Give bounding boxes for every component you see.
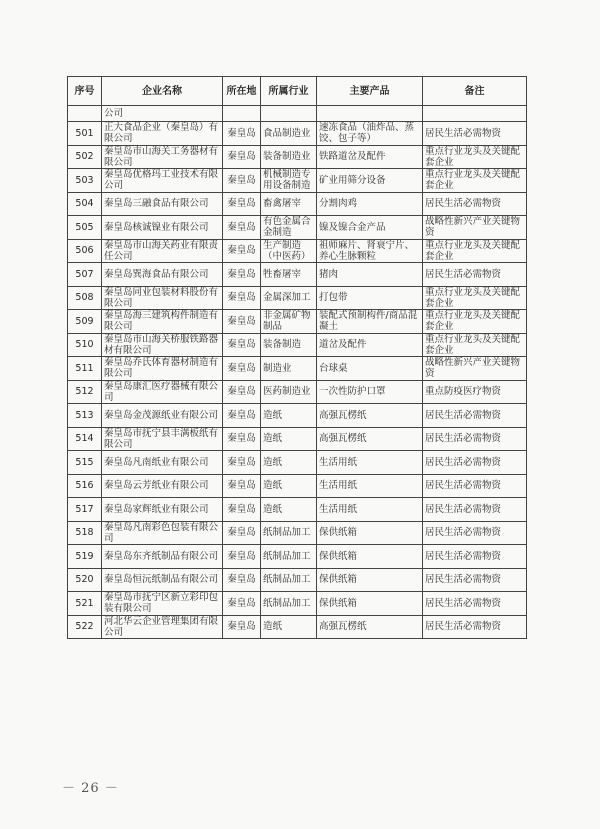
cell-industry: 纸制品加工 [261,568,317,592]
cell-location: 秦皇岛 [223,263,261,287]
cell-company: 秦皇岛乔氏体育器材制造有限公司 [102,357,223,381]
cell-industry: 食品制造业 [261,122,317,146]
cell-product: 一次性防护口罩 [317,380,423,404]
table-row [68,521,527,545]
cell-product: 镍及镍合金产品 [317,216,423,240]
table-row [68,122,527,146]
cell-location: 秦皇岛 [223,192,261,216]
cell-company: 秦皇岛海三建筑构件制造有限公司 [102,310,223,334]
cell-seq: 519 [68,545,102,569]
header-product: 主要产品 [317,77,423,106]
cell-company: 秦皇岛东齐纸制品有限公司 [102,545,223,569]
cell-industry: 装备制造业 [261,145,317,169]
cell-seq: 504 [68,192,102,216]
cell-seq: 512 [68,380,102,404]
cell-seq: 511 [68,357,102,381]
cell-location: 秦皇岛 [223,545,261,569]
cell-industry: 装备制造 [261,333,317,357]
cell-seq: 502 [68,145,102,169]
cell-company: 秦皇岛恒沅纸制品有限公司 [102,568,223,592]
cell-location: 秦皇岛 [223,404,261,428]
continuation-company: 公司 [102,106,223,122]
cell-industry: 纸制品加工 [261,521,317,545]
cell-note: 战略性新兴产业关键物资 [423,216,527,240]
cell-product: 保供纸箱 [317,592,423,616]
cell-industry: 造纸 [261,498,317,522]
cell-industry: 造纸 [261,615,317,639]
cell-product: 台球桌 [317,357,423,381]
cell-location: 秦皇岛 [223,310,261,334]
cell-industry: 造纸 [261,451,317,475]
cell-location: 秦皇岛 [223,216,261,240]
cell-seq: 516 [68,474,102,498]
cell-note: 居民生活必需物资 [423,615,527,639]
header-company: 企业名称 [102,77,223,106]
cell-location: 秦皇岛 [223,239,261,263]
cell-note: 居民生活必需物资 [423,427,527,451]
cell-product: 生活用纸 [317,498,423,522]
page-number: － 26 － [62,781,119,796]
cell-company: 秦皇岛市山海关桥服铁路器材有限公司 [102,333,223,357]
cell-location: 秦皇岛 [223,357,261,381]
table-row [68,427,527,451]
cell-note: 战略性新兴产业关键物资 [423,357,527,381]
cell-note: 居民生活必需物资 [423,122,527,146]
cell-product: 猪肉 [317,263,423,287]
cell-product: 生活用纸 [317,451,423,475]
enterprise-table [67,76,527,639]
cell-seq: 520 [68,568,102,592]
table-row [68,192,527,216]
cell-industry: 生产制造（中医药） [261,239,317,263]
cell-seq: 510 [68,333,102,357]
table-row [68,263,527,287]
cell-industry: 造纸 [261,474,317,498]
cell-note: 重点行业龙头及关键配套企业 [423,145,527,169]
cell-seq: 521 [68,592,102,616]
cell-company: 秦皇岛市山海关工务器材有限公司 [102,145,223,169]
cell-note: 居民生活必需物资 [423,521,527,545]
cell-seq: 514 [68,427,102,451]
table-row [68,216,527,240]
cell-product: 保供纸箱 [317,568,423,592]
cell-company: 秦皇岛巽海食品有限公司 [102,263,223,287]
cell-industry: 畜禽屠宰 [261,192,317,216]
table-row [68,357,527,381]
cell-industry: 造纸 [261,427,317,451]
header-industry: 所属行业 [261,77,317,106]
cell-seq: 505 [68,216,102,240]
table-row [68,169,527,193]
cell-product: 铁路道岔及配件 [317,145,423,169]
cell-location: 秦皇岛 [223,286,261,310]
cell-note: 居民生活必需物资 [423,592,527,616]
cell-location: 秦皇岛 [223,568,261,592]
cell-seq: 509 [68,310,102,334]
cell-product: 高强瓦楞纸 [317,404,423,428]
cell-product: 装配式预制构件/商品混凝土 [317,310,423,334]
cell-note: 居民生活必需物资 [423,451,527,475]
cell-company: 秦皇岛三融食品有限公司 [102,192,223,216]
cell-product: 道岔及配件 [317,333,423,357]
cell-note: 居民生活必需物资 [423,192,527,216]
cell-location: 秦皇岛 [223,169,261,193]
cell-note: 重点行业龙头及关键配套企业 [423,239,527,263]
cell-note: 重点行业龙头及关键配套企业 [423,333,527,357]
table-row [68,615,527,639]
cell-company: 秦皇岛市抚宁区新立彩印包装有限公司 [102,592,223,616]
cell-note: 重点行业龙头及关键配套企业 [423,169,527,193]
cell-seq: 508 [68,286,102,310]
cell-product: 高强瓦楞纸 [317,427,423,451]
cell-company: 秦皇岛金茂源纸业有限公司 [102,404,223,428]
cell-seq: 517 [68,498,102,522]
cell-seq: 522 [68,615,102,639]
cell-company: 正大食品企业（秦皇岛）有限公司 [102,122,223,146]
cell-industry: 机械制造专用设备制造 [261,169,317,193]
cell-seq: 513 [68,404,102,428]
cell-location: 秦皇岛 [223,380,261,404]
cell-industry: 纸制品加工 [261,592,317,616]
table-row [68,333,527,357]
cell-industry: 金属深加工 [261,286,317,310]
table-row [68,310,527,334]
cell-company: 秦皇岛家辉纸业有限公司 [102,498,223,522]
cell-company: 秦皇岛康汇医疗器械有限公司 [102,380,223,404]
cell-note: 居民生活必需物资 [423,545,527,569]
cell-location: 秦皇岛 [223,615,261,639]
cell-company: 秦皇岛凡南彩色包装有限公司 [102,521,223,545]
table-row [68,451,527,475]
cell-location: 秦皇岛 [223,521,261,545]
cell-seq: 518 [68,521,102,545]
cell-note: 居民生活必需物资 [423,474,527,498]
cell-industry: 有色金属合金制造 [261,216,317,240]
cell-product: 生活用纸 [317,474,423,498]
cell-note: 重点行业龙头及关键配套企业 [423,286,527,310]
table-row [68,474,527,498]
cell-product: 分割肉鸡 [317,192,423,216]
cell-location: 秦皇岛 [223,333,261,357]
header-location: 所在地 [223,77,261,106]
cell-note: 居民生活必需物资 [423,498,527,522]
table-row [68,498,527,522]
cell-company: 秦皇岛同业包装材料股份有限公司 [102,286,223,310]
cell-location: 秦皇岛 [223,498,261,522]
cell-seq: 503 [68,169,102,193]
table-row [68,239,527,263]
cell-company: 秦皇岛凡南纸业有限公司 [102,451,223,475]
table-row [68,568,527,592]
cell-location: 秦皇岛 [223,145,261,169]
cell-seq: 507 [68,263,102,287]
table-row [68,145,527,169]
cell-product: 打包带 [317,286,423,310]
cell-seq: 506 [68,239,102,263]
table-row [68,592,527,616]
table-header-row [68,77,527,106]
continuation-row [68,106,527,122]
header-note: 备注 [423,77,527,106]
cell-industry: 纸制品加工 [261,545,317,569]
table-row [68,545,527,569]
cell-company: 秦皇岛云芳纸业有限公司 [102,474,223,498]
cell-industry: 制造业 [261,357,317,381]
cell-product: 祖师麻片、肾衰宁片、养心生脉颗粒 [317,239,423,263]
cell-location: 秦皇岛 [223,474,261,498]
header-seq: 序号 [68,77,102,106]
cell-product: 矿业用筛分设备 [317,169,423,193]
cell-company: 河北华云企业管理集团有限公司 [102,615,223,639]
cell-industry: 医药制造业 [261,380,317,404]
cell-company: 秦皇岛优格玛工业技术有限公司 [102,169,223,193]
cell-product: 高强瓦楞纸 [317,615,423,639]
table-row [68,404,527,428]
cell-product: 速冻食品（油炸品、蒸饺、包子等） [317,122,423,146]
cell-industry: 非金属矿物制品 [261,310,317,334]
cell-note: 居民生活必需物资 [423,568,527,592]
table-row [68,286,527,310]
cell-note: 居民生活必需物资 [423,263,527,287]
cell-company: 秦皇岛市抚宁县丰满板纸有限公司 [102,427,223,451]
cell-note: 居民生活必需物资 [423,404,527,428]
cell-seq: 501 [68,122,102,146]
cell-location: 秦皇岛 [223,427,261,451]
cell-seq: 515 [68,451,102,475]
cell-location: 秦皇岛 [223,122,261,146]
cell-industry: 造纸 [261,404,317,428]
cell-note: 重点行业龙头及关键配套企业 [423,310,527,334]
cell-product: 保供纸箱 [317,545,423,569]
cell-location: 秦皇岛 [223,592,261,616]
cell-note: 重点防疫医疗物资 [423,380,527,404]
cell-company: 秦皇岛核诚镍业有限公司 [102,216,223,240]
table-row [68,380,527,404]
cell-product: 保供纸箱 [317,521,423,545]
cell-company: 秦皇岛市山海关药业有限责任公司 [102,239,223,263]
cell-location: 秦皇岛 [223,451,261,475]
cell-industry: 牲畜屠宰 [261,263,317,287]
